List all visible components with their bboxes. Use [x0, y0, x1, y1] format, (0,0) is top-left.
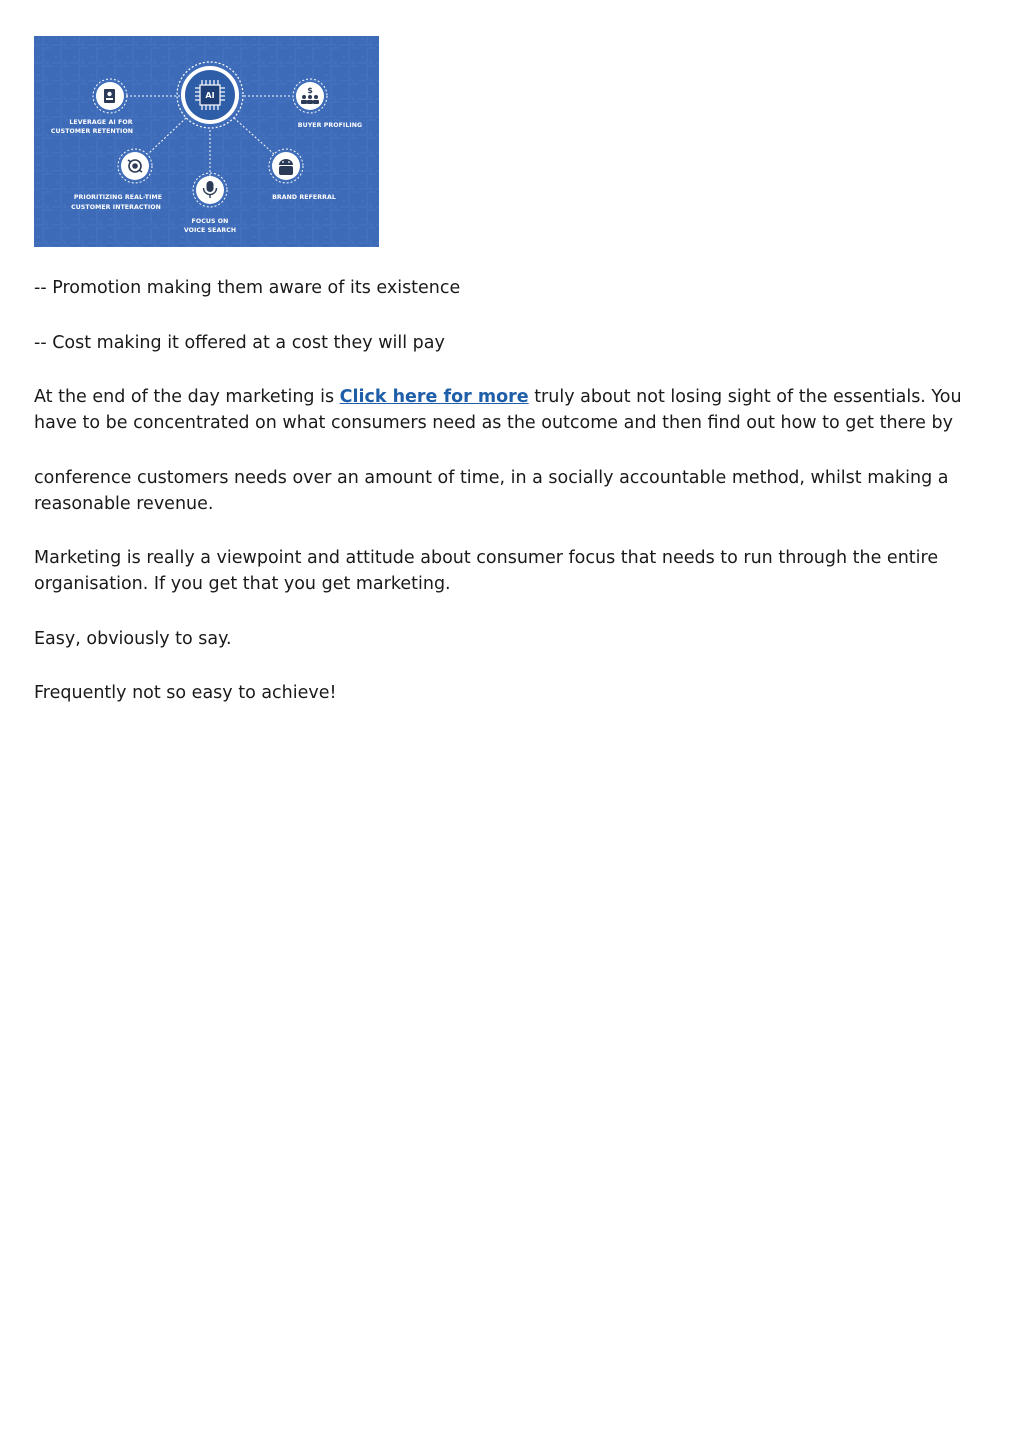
paragraph-easy: Easy, obviously to say. [34, 628, 232, 649]
node-prioritizing-label-2: CUSTOMER INTERACTION [71, 204, 161, 211]
paragraph-viewpoint: Marketing is really a viewpoint and attitude about consumer focus that needs to run through the entire organisation. If you get that you get marketing. [34, 548, 939, 594]
ai-chip-label: AI [205, 91, 215, 100]
paragraph-essentials [34, 384, 994, 436]
article-body [34, 275, 994, 735]
paragraph-cost: -- Cost making it offered at a cost they will pay [34, 332, 445, 353]
paragraph-frequently: Frequently not so easy to achieve! [34, 683, 337, 703]
node-voice-label-2: VOICE SEARCH [183, 227, 237, 234]
click-here-link[interactable]: Click here for more [339, 387, 529, 407]
android-icon [279, 159, 293, 175]
node-leverage-label-2: CUSTOMER RETENTION [50, 128, 134, 135]
essentials-text-after: truly about not losing sight of the essentials. You have to be concentrated on what consumers need as the outcome and then find out how to get there by [34, 387, 962, 433]
retention-icon [104, 89, 115, 103]
essentials-text-before: At the end of the day marketing is [34, 387, 340, 407]
paragraph-promotion: -- Promotion making them aware of its existence [34, 278, 461, 298]
node-prioritizing-label-1: PRIORITIZING REAL-TIME [73, 194, 163, 201]
svg-text:$: $ [307, 86, 313, 95]
node-brand-label: BRAND REFERRAL [272, 194, 336, 201]
node-buyer-label: BUYER PROFILING [297, 122, 363, 129]
ai-center-node [177, 62, 243, 128]
node-voice-label-1: FOCUS ON [191, 218, 229, 225]
node-leverage-label-1: LEVERAGE AI FOR [69, 119, 133, 126]
paragraph-conference: conference customers needs over an amount of time, in a socially accountable method, whilst making a reasonable revenue. [34, 467, 949, 514]
ai-marketing-diagram [34, 36, 379, 247]
